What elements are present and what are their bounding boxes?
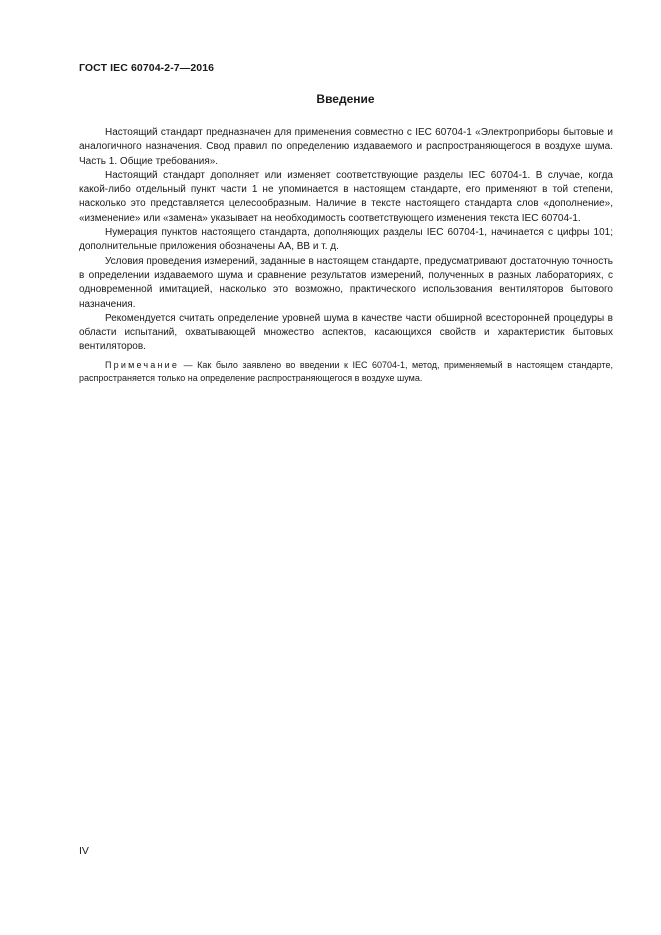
paragraph-2: Настоящий стандарт дополняет или изменяет соответствующие разделы IEC 60704-1. В случае, когда какой-либо отдельный пункт части 1 не упоминается в настоящем стандарте, его применяют в той степени, насколько это представляется целесообразным. Наличие в тексте настоящего стандарта слов «дополнение», «изменение» или «замена» указывает на необходимость соответствующего изменения текста IEC 60704-1. — [79, 169, 613, 224]
section-title: Введение — [316, 92, 375, 106]
paragraph-4: Условия проведения измерений, заданные в настоящем стандарте, предусматривают достаточную точность в определении издаваемого шума и сравнение результатов измерений, полученных в разных лабораториях, с одновременной имитацией, насколько это возможно, практического использования вентиляторов бытового назначения. — [79, 255, 613, 310]
paragraph-1: Настоящий стандарт предназначен для применения совместно с IEC 60704-1 «Электроприборы бытовые и аналогичного назначения. Свод правил по определению издаваемого и распространяющегося в воздухе шума. Часть 1. Общие требования». — [79, 127, 613, 167]
introduction-body — [79, 126, 613, 385]
document-code: ГОСТ IEC 60704-2-7—2016 — [79, 62, 215, 74]
paragraph-3: Нумерация пунктов настоящего стандарта, дополняющих разделы IEC 60704-1, начинается с цифры 101; дополнительные приложения обозначены АА, ВВ и т. д. — [79, 227, 613, 253]
note-text: — Как было заявлено во введении к IEC 60704-1, метод, применяемый в настоящем стандарте, распространяется только на определение распространяющегося в воздухе шума. — [79, 359, 613, 384]
page-number: IV — [79, 845, 89, 857]
paragraph-5: Рекомендуется считать определение уровней шума в качестве части обширной всесторонней процедуры в области испытаний, охватывающей множество аспектов, касающихся свойств и характеристик бытовых вентиляторов. — [79, 312, 613, 353]
note-label: Примечание — [105, 359, 180, 370]
note — [79, 359, 613, 386]
